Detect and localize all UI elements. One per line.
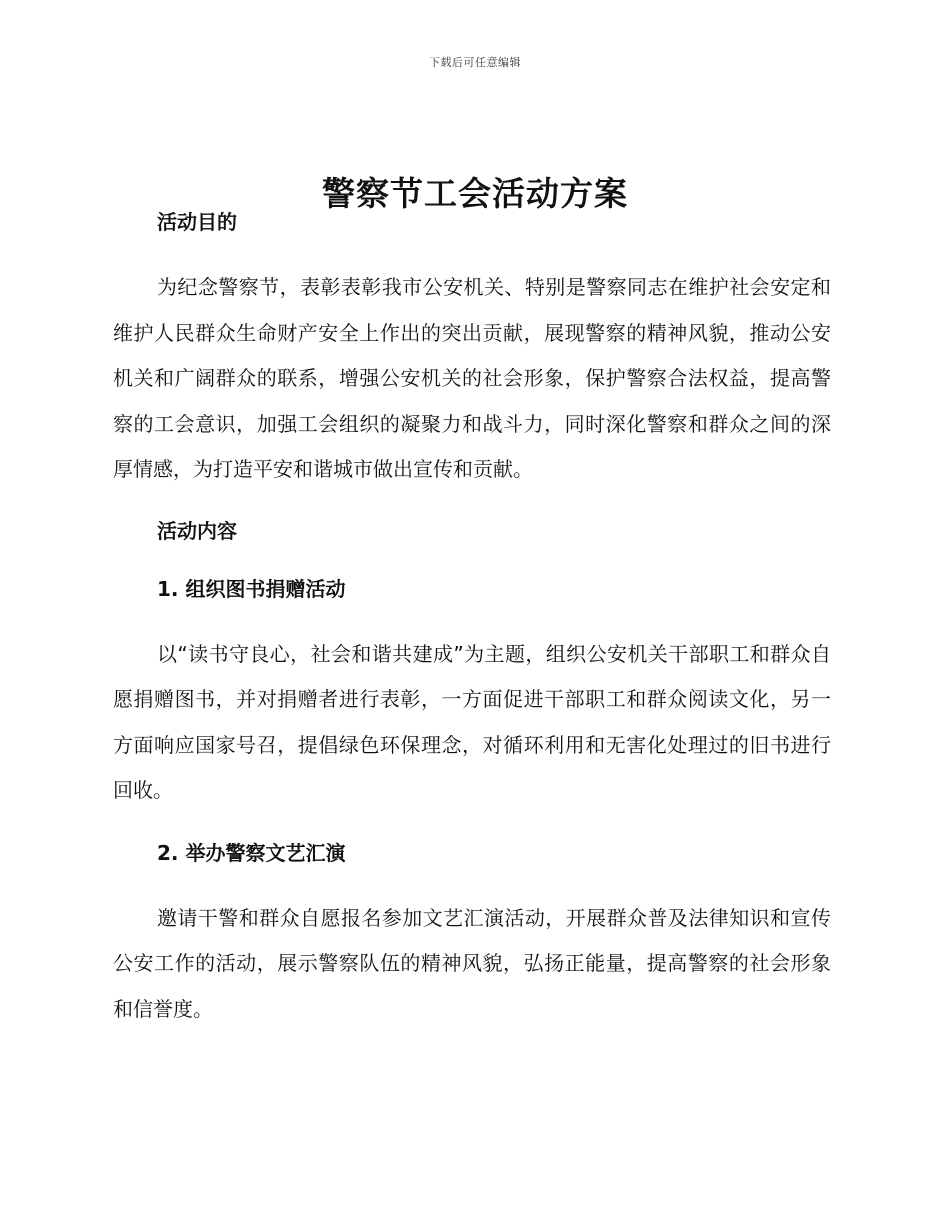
subheading-book-donation: 1. 组织图书捐赠活动 (157, 576, 346, 601)
document-body (113, 200, 831, 1032)
section-heading-content: 活动内容 (157, 518, 237, 543)
subheading-art-performance: 2. 举办警察文艺汇演 (157, 840, 346, 865)
paragraph-art-performance: 邀请干警和群众自愿报名参加文艺汇演活动，开展群众普及法律知识和宣传公安工作的活动，展示警察队伍的精神风貌，弘扬正能量，提高警察的社会形象和信誉度。 (113, 905, 831, 1021)
section-heading-purpose: 活动目的 (157, 210, 237, 234)
header-note: 下载后可任意编辑 (429, 56, 521, 69)
document-title: 警察节工会活动方案 (322, 174, 628, 214)
paragraph-book-donation: 以“读书守良心，社会和谐共建成”为主题，组织公安机关干部职工和群众自愿捐赠图书，并对捐赠者进行表彰，一方面促进干部职工和群众阅读文化，另一方面响应国家号召，提倡绿色环保理念，对循环利用和无害化处理过的旧书进行回收。 (113, 641, 831, 802)
paragraph-purpose: 为纪念警察节，表彰表彰我市公安机关、特别是警察同志在维护社会安定和维护人民群众生命财产安全上作出的突出贡献，展现警察的精神风貌，推动公安机关和广阔群众的联系，增强公安机关的社会形象，保护警察合法权益，提高警察的工会意识，加强工会组织的凝聚力和战斗力，同时深化警察和群众之间的深厚情感，为打造平安和谐城市做出宣传和贡献。 (113, 275, 831, 481)
